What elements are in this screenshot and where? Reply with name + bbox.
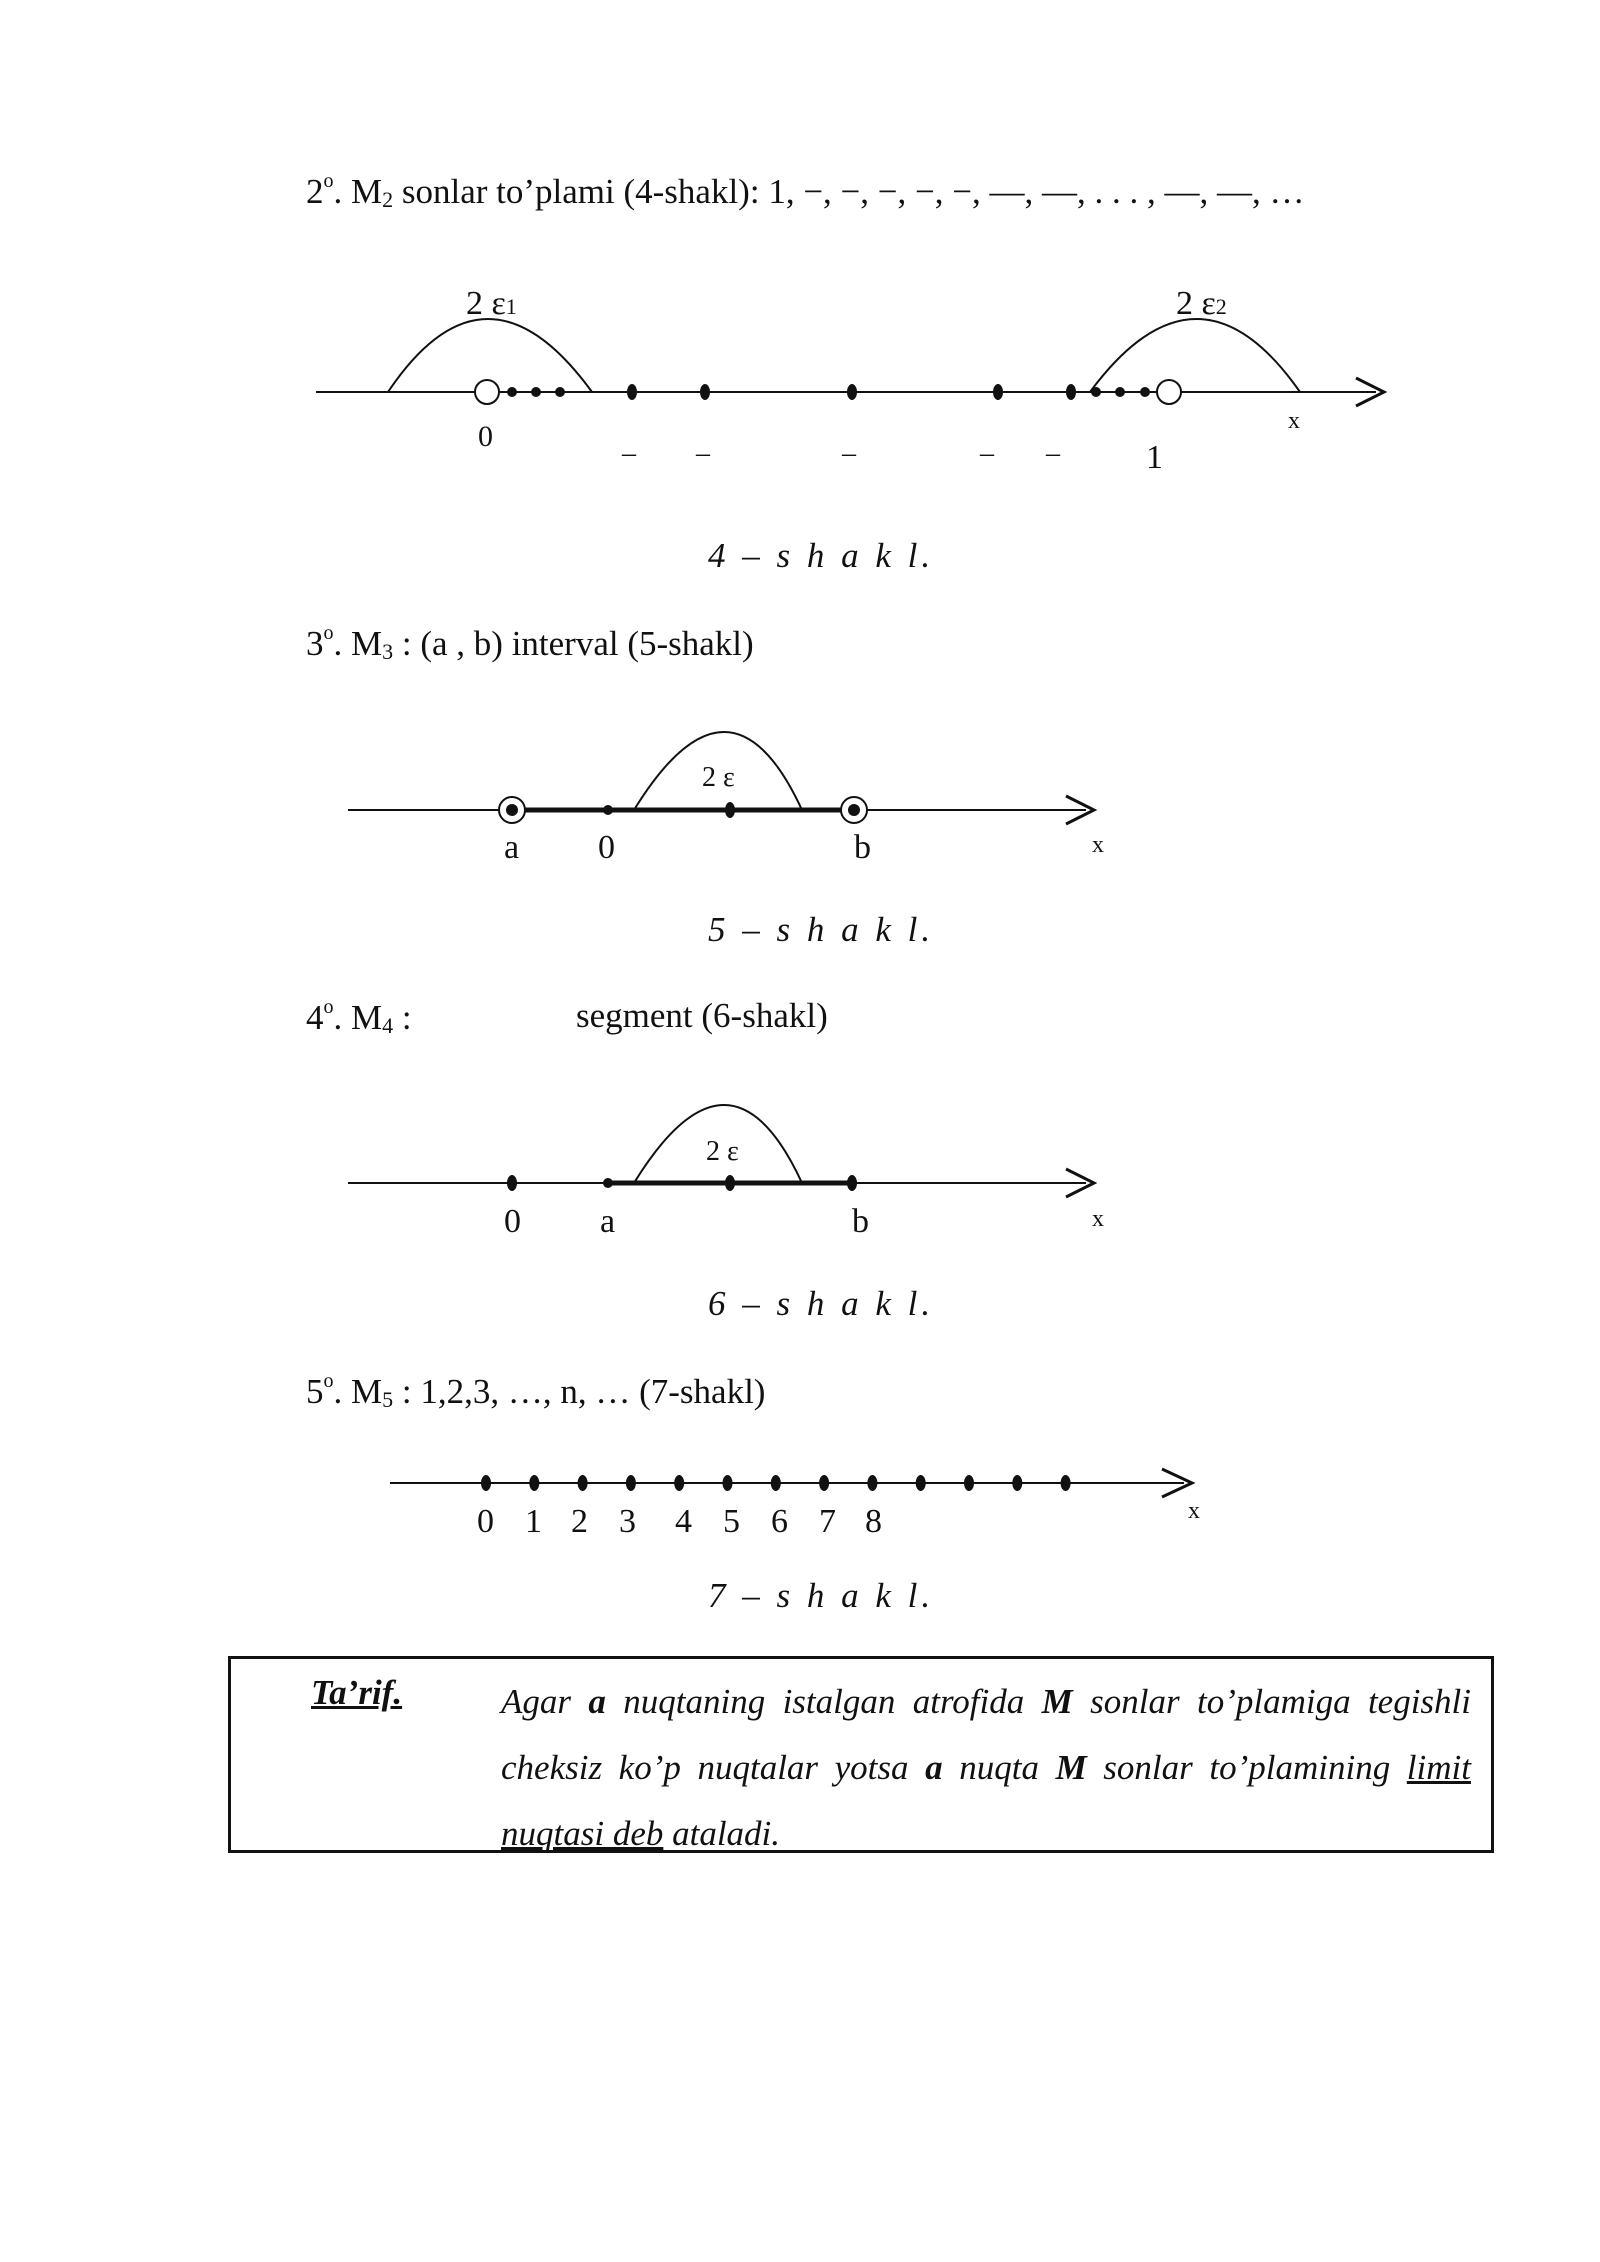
fig5-label-a: a [504,829,520,866]
fig6-point-a [603,1178,613,1188]
section-4-text: segment (6-shakl) [576,996,828,1035]
fig7-axis-arrow [1162,1469,1192,1497]
fig7-point [1061,1475,1071,1491]
set-prefix: . M [333,624,383,663]
fig7-label: 1 [525,1503,542,1540]
fig5-endpoint-a-ring [499,797,525,823]
fig4-point [1066,384,1076,400]
fig5-axis-arrow [1066,796,1094,824]
fig7-label: 0 [477,1503,494,1540]
figure-5-caption: 5 – s h a k l. [708,910,935,949]
section-2-heading [306,170,1305,213]
fig4-open-point-1 [1157,380,1181,404]
fig7-point [964,1475,974,1491]
fig4-point [700,384,710,400]
fig6-point-b [847,1175,857,1191]
fig7-point [819,1475,829,1491]
set-subscript: 5 [382,1387,394,1412]
definition-box [228,1656,1494,1853]
section-number: 2 [306,172,324,211]
definition-term: limit nuqtasi deb [501,1748,1471,1853]
section-colon: : [393,998,412,1037]
fig4-label-one: 1 [1146,439,1163,476]
fig5-arc [634,732,802,810]
fig7-label: 7 [819,1503,836,1540]
fig6-label-zero: 0 [504,1203,521,1240]
fig5-point-center [725,802,735,818]
fig5-axis-label: x [1092,832,1104,858]
set-prefix: . M [333,172,383,211]
fig4-eps-left: 2 ε1 [466,285,517,322]
fig4-right-arc [1090,319,1300,392]
fig7-point [1012,1475,1022,1491]
fig6-point-zero [507,1175,517,1191]
fig7-point [529,1475,539,1491]
fig7-label: 3 [619,1503,636,1540]
degree-mark: o [323,1370,334,1392]
set-prefix: . M [333,998,383,1037]
fig7-label: 6 [771,1503,788,1540]
fig7-label: 4 [675,1503,692,1540]
fig4-dash: – [622,438,636,469]
fig4-left-arc [388,319,592,392]
fig4-point [507,387,517,397]
section-text: sonlar to’plami (4-shakl): 1, −, −, −, −, −, —, —, . . . , —, —, … [393,172,1305,211]
section-3-heading [306,622,754,665]
degree-mark: o [323,996,334,1018]
degree-mark: o [323,622,334,644]
fig7-label: 5 [723,1503,740,1540]
set-prefix: . M [333,1372,383,1411]
set-subscript: 2 [382,187,394,212]
fig4-point [531,387,541,397]
fig4-dash: – [842,438,856,469]
figure-7-caption: 7 – s h a k l. [708,1576,935,1615]
fig7-label: 2 [571,1503,588,1540]
fig5-label-zero: 0 [598,829,615,866]
fig5-endpoint-a [506,804,518,816]
fig4-point [627,384,637,400]
fig6-arc [634,1105,802,1183]
fig4-dash: – [696,438,710,469]
fig5-eps: 2 ε [702,762,735,793]
figure-6-caption: 6 – s h a k l. [708,1284,935,1323]
fig7-point [771,1475,781,1491]
fig4-dash: – [980,438,994,469]
fig7-point [481,1475,491,1491]
fig5-endpoint-b [848,804,860,816]
fig4-point [1091,387,1101,397]
fig4-point [555,387,565,397]
degree-mark: o [323,170,334,192]
fig7-point [916,1475,926,1491]
figure-4-caption: 4 – s h a k l. [708,536,935,575]
fig5-endpoint-b-ring [841,797,867,823]
definition-label: Ta’rif. [311,1673,403,1712]
section-number: 5 [306,1372,324,1411]
fig4-axis-arrow [1356,378,1384,406]
fig5-label-b: b [854,829,871,866]
fig4-point [1140,387,1150,397]
fig6-label-b: b [852,1203,869,1240]
fig4-point [993,384,1003,400]
fig7-point [626,1475,636,1491]
fig4-label-zero: 0 [478,420,493,453]
fig7-point [723,1475,733,1491]
fig6-point-center [725,1175,735,1191]
fig6-axis-arrow [1066,1169,1094,1197]
fig6-label-a: a [600,1203,616,1240]
definition-text: Agar a nuqtaning istalgan atrofida M sonlar to’plamiga tegishli cheksiz ko’p nuqtalar yotsa a nuqta M sonlar to’plamining limit nuqtasi deb ataladi. [501,1682,1471,1853]
fig6-eps: 2 ε [706,1136,739,1167]
fig5-point-zero [603,805,613,815]
fig7-point [674,1475,684,1491]
fig7-point [867,1475,877,1491]
fig6-axis-label: x [1092,1206,1104,1232]
fig7-label: 8 [865,1503,882,1540]
section-text: : 1,2,3, …, n, … (7-shakl) [393,1372,766,1411]
fig4-point [1115,387,1125,397]
section-number: 4 [306,998,324,1037]
section-text: : (a , b) interval (5-shakl) [393,624,754,663]
fig4-point [847,384,857,400]
fig7-point [578,1475,588,1491]
section-4-heading [306,996,412,1039]
section-number: 3 [306,624,324,663]
fig4-eps-right: 2 ε2 [1176,285,1227,322]
fig7-axis-label: x [1188,1498,1200,1524]
set-subscript: 4 [382,1013,394,1038]
fig4-open-point-0 [475,380,499,404]
fig4-dash: – [1046,438,1060,469]
fig4-axis-label: x [1288,408,1300,434]
section-5-heading [306,1370,765,1413]
set-subscript: 3 [382,639,394,664]
